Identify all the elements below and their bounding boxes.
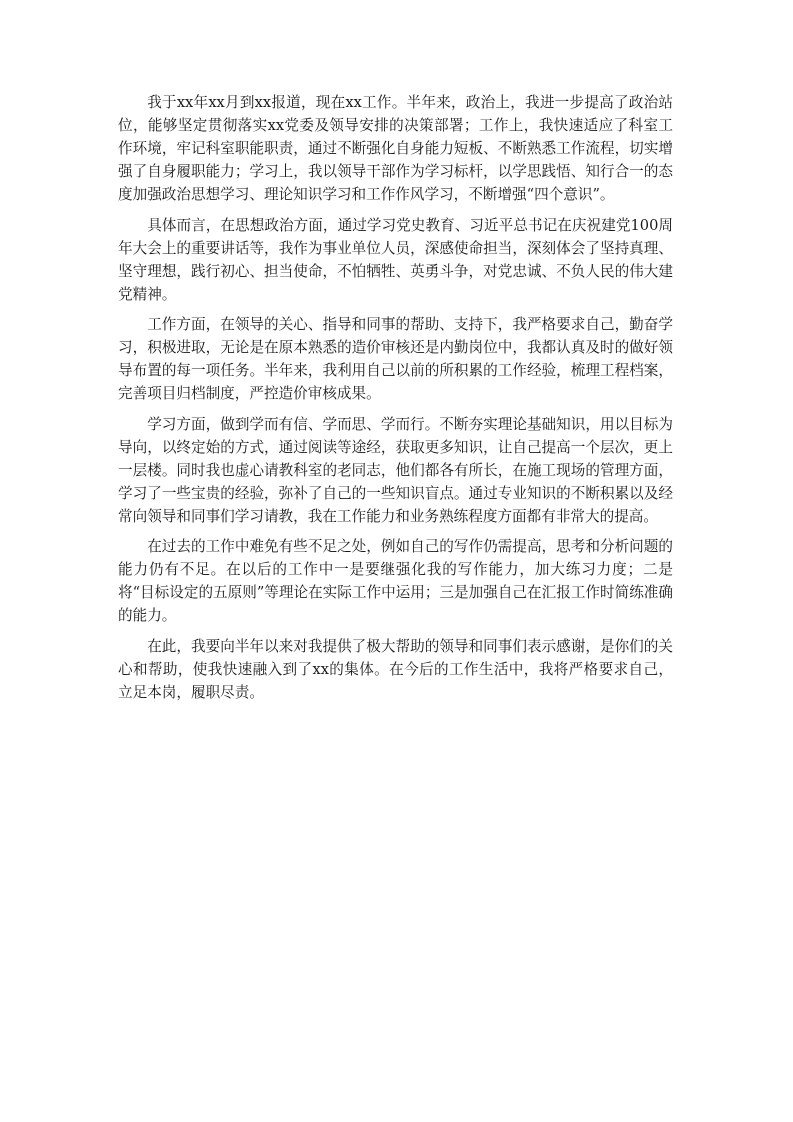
paragraph-political-thought: 具体而言，在思想政治方面，通过学习党史教育、习近平总书记在庆祝建党100周年大会上的重要讲话等，我作为事业单位人员，深感使命担当，深刻体会了坚持真理、坚守理想，践行初心、担当使命，不怕牺牲、英勇斗争，对党忠诚、不负人民的伟大建党精神。: [118, 216, 673, 303]
paragraph-study: 学习方面，做到学而有信、学而思、学而行。不断夯实理论基础知识，用以目标为导向，以终定始的方式，通过阅读等途经，获取更多知识，让自己提高一个层次，更上一层楼。同时我也虚心请教科室的老同志，他们都各有所长，在施工现场的管理方面，学习了一些宝贵的经验，弥补了自己的一些知识盲点。通过专业知识的不断积累以及经常向领导和同事们学习请教，我在工作能力和业务熟练程度方面都有非常大的提高。: [118, 415, 673, 525]
paragraph-thanks: 在此，我要向半年以来对我提供了极大帮助的领导和同事们表示感谢，是你们的关心和帮助，使我快速融入到了xx的集体。在今后的工作生活中，我将严格要求自己，立足本岗，履职尽责。: [118, 637, 673, 701]
paragraph-work: 工作方面，在领导的关心、指导和同事的帮助、支持下，我严格要求自己，勤奋学习，积极进取，无论是在原本熟悉的造价审核还是内勤岗位中，我都认真及时的做好领导布置的每一项任务。半年来，我利用自己以前的所积累的工作经验，梳理工程档案，完善项目归档制度，严控造价审核成果。: [118, 316, 673, 402]
document-body: [118, 91, 673, 711]
paragraph-shortcomings: 在过去的工作中难免有些不足之处，例如自己的写作仍需提高，思考和分析问题的能力仍有不足。在以后的工作中一是要继强化我的写作能力，加大练习力度；二是将“目标设定的五原则”等理论在实际工作中运用；三是加强自己在汇报工作时简练准确的能力。: [118, 538, 673, 624]
paragraph-intro: 我于xx年xx月到xx报道，现在xx工作。半年来，政治上，我进一步提高了政治站位，能够坚定贯彻落实xx党委及领导安排的决策部署；工作上，我快速适应了科室工作环境，牢记科室职能职责，通过不断强化自身能力短板、不断熟悉工作流程，切实增强了自身履职能力；学习上，我以领导干部作为学习标杆，以学思践悟、知行合一的态度加强政治思想学习、理论知识学习和工作作风学习，不断增强“四个意识”。: [118, 94, 673, 203]
